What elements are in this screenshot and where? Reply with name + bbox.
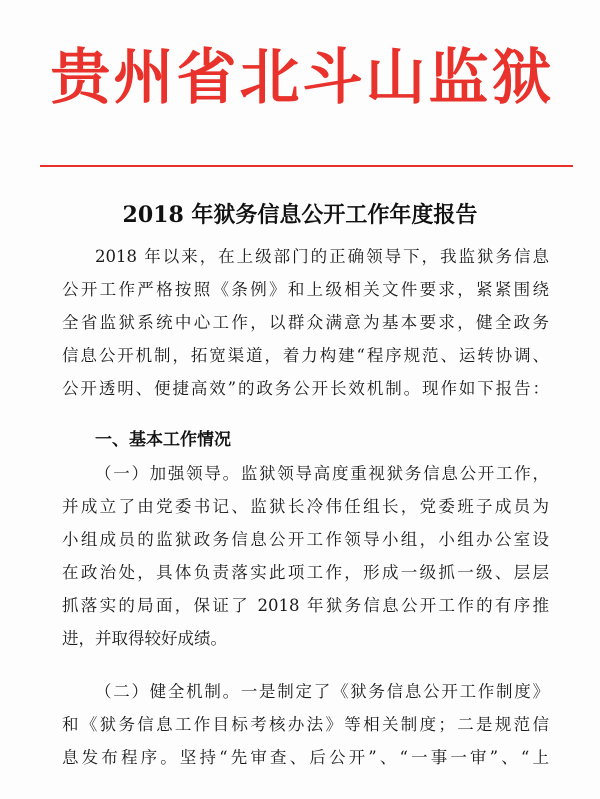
report-title: 2018 年狱务信息公开工作年度报告 (122, 202, 478, 228)
paragraph-line: 抓落实的局面，保证了 2018 年狱务信息公开工作的有序推 (62, 596, 549, 615)
paragraph-line: （一）加强领导。监狱领导高度重视狱务信息公开工作， (95, 464, 549, 483)
paragraph-line: 在政治处，具体负责落实此项工作，形成一级抓一级、层层 (62, 563, 549, 582)
paragraph-line: 2018 年以来，在上级部门的正确领导下，我监狱务信息 (95, 247, 549, 266)
paragraph-line: 小组成员的监狱政务信息公开工作领导小组，小组办公室设 (62, 530, 549, 549)
paragraph-line: 进，并取得较好成绩。 (62, 629, 227, 648)
paragraph-leadership (62, 457, 549, 655)
paragraph-mechanism (62, 675, 549, 774)
paragraph-line: （二）健全机制。一是制定了《狱务信息公开工作制度》 (95, 682, 549, 701)
paragraph-line: 并成立了由党委书记、监狱长冷伟任组长，党委班子成员为 (62, 497, 549, 516)
letterhead-title: 贵州省北斗山监狱 (50, 43, 555, 113)
intro-paragraph (62, 240, 549, 405)
paragraph-line: 信息公开机制，拓宽渠道，着力构建“程序规范、运转协调、 (62, 346, 549, 365)
paragraph-line: 公开工作严格按照《条例》和上级相关文件要求，紧紧围绕 (62, 280, 549, 299)
paragraph-line: 息发布程序。坚持“先审查、后公开”、“一事一审”、“上 (62, 748, 549, 767)
letterhead-divider (40, 165, 573, 167)
paragraph-line: 公开透明、便捷高效”的政务公开长效机制。现作如下报告： (62, 379, 549, 398)
paragraph-line: 全省监狱系统中心工作，以群众满意为基本要求，健全政务 (62, 313, 549, 332)
paragraph-line: 和《狱务信息工作目标考核办法》等相关制度；二是规范信 (62, 715, 549, 734)
section-heading: 一、基本工作情况 (95, 430, 231, 450)
